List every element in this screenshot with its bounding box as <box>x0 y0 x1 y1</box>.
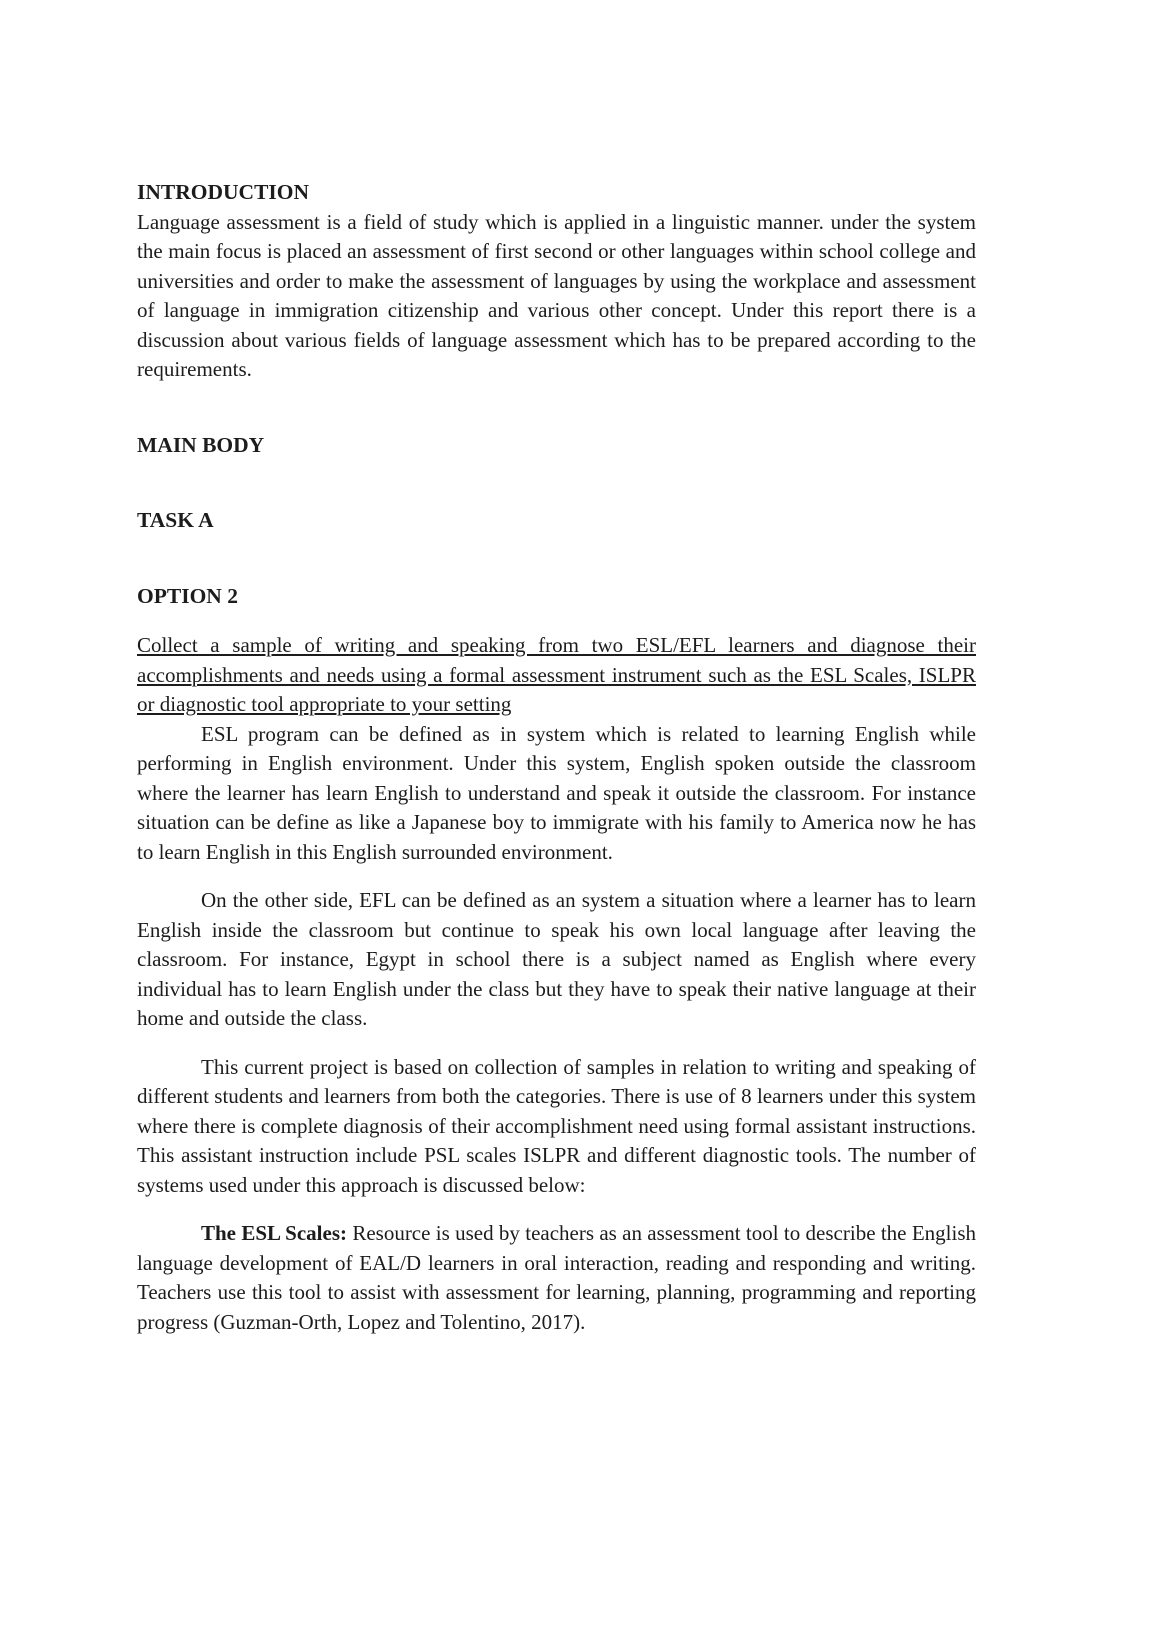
introduction-paragraph: Language assessment is a field of study which is applied in a linguistic manner. under the system the main focus is placed an assessment of first second or other languages within school college and universities and order to make the assessment of languages by using the workplace and assessment of language in immigration citizenship and various other concept. Under this report there is a discussion about various fields of language assessment which has to be prepared according to the requirements. <box>137 209 976 381</box>
task-a-heading: TASK A <box>137 508 214 532</box>
esl-scales-paragraph <box>137 1219 976 1337</box>
assignment-prompt-paragraph <box>137 631 976 720</box>
main-body-heading: MAIN BODY <box>137 432 265 457</box>
project-paragraph: This current project is based on collection of samples in relation to writing and speaking of different students and learners from both the categories. There is use of 8 learners under this system where there is complete diagnosis of their accomplishment need using formal assistant instructions. This assistant instruction include PSL scales ISLPR and different diagnostic tools. The number of systems used under this approach is discussed below: <box>137 1054 976 1197</box>
introduction-heading: INTRODUCTION <box>137 180 310 204</box>
esl-scales-label: The ESL Scales: <box>201 1221 347 1245</box>
esl-scales-text: Resource is used by teachers as an assessment tool to describe the English language development of EAL/D learners in oral interaction, reading and responding and writing. Teachers use this tool to assist with assessment for learning, planning, programming and reporting progress (Guzman-Orth, Lopez and Tolentino, 2017). <box>137 1221 976 1334</box>
esl-paragraph: ESL program can be defined as in system which is related to learning English while performing in English environment. Under this system, English spoken outside the classroom where the learner has learn English to understand and speak it outside the classroom. For instance situation can be define as like a Japanese boy to immigrate with his family to America now he has to learn English in this English surrounded environment. <box>137 721 976 864</box>
assignment-prompt-text: Collect a sample of writing and speaking from two ESL/EFL learners and diagnose their accomplishments and needs using a formal assessment instrument such as the ESL Scales, ISLPR or diagnostic tool appropriate to your setting <box>137 633 976 716</box>
efl-paragraph: On the other side, EFL can be defined as an system a situation where a learner has to learn English inside the classroom but continue to speak his own local language after leaving the classroom. For instance, Egypt in school there is a subject named as English where every individual has to learn English under the class but they have to speak their native language at their home and outside the class. <box>137 888 976 1030</box>
option-2-heading: OPTION 2 <box>137 583 238 608</box>
